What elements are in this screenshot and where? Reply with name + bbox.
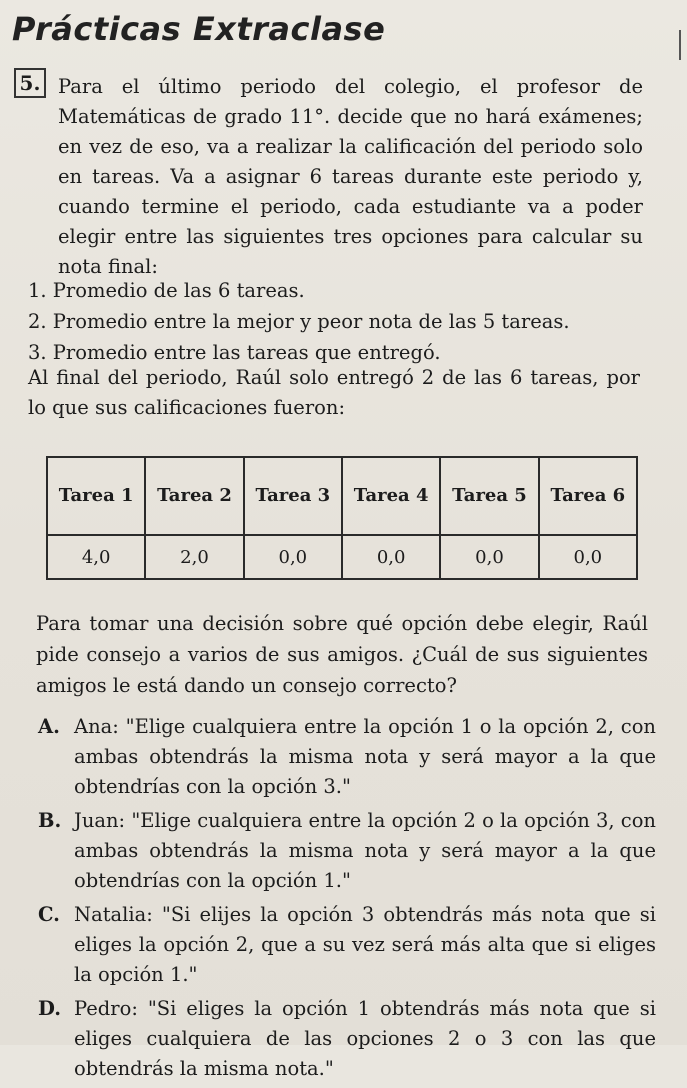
table-cell: 4,0 xyxy=(47,535,145,579)
answer-text: Ana: "Elige cualquiera entre la opción 1 o la opción 2, con ambas obtendrás la misma nota y será mayor a la que obtendrías con la opción 3." xyxy=(74,715,656,798)
answer-choice-a[interactable] xyxy=(36,712,656,802)
table-cell: 0,0 xyxy=(440,535,538,579)
table-header-cell: Tarea 5 xyxy=(440,457,538,535)
answer-text: Juan: "Elige cualquiera entre la opción 2 o la opción 3, con ambas obtendrás la misma nota y será mayor a la que obtendrías con la opción 1." xyxy=(74,809,656,892)
grading-option: 3. Promedio entre las tareas que entregó. xyxy=(28,341,441,364)
table-row xyxy=(47,535,637,579)
grading-option: 1. Promedio de las 6 tareas. xyxy=(28,279,305,302)
answer-letter: C. xyxy=(38,903,60,926)
table-header-row xyxy=(47,457,637,535)
table-cell: 0,0 xyxy=(342,535,440,579)
question-intro: Para el último periodo del colegio, el profesor de Matemáticas de grado 11°. decide que no hará exámenes; en vez de eso, va a realizar la calificación del periodo solo en tareas. Va a asignar 6 tareas durante este periodo y, cuando termine el periodo, cada estudiante va a poder elegir entre las siguientes tres opciones para calcular su nota final: xyxy=(58,75,643,278)
answer-text: Natalia: "Si elijes la opción 3 obtendrás más nota que si eliges la opción 2, que a su vez será más alta que si eliges la opción 1." xyxy=(74,903,656,986)
answer-letter: A. xyxy=(38,715,60,738)
answer-letter: B. xyxy=(38,809,62,832)
table-cell: 0,0 xyxy=(244,535,342,579)
question-prompt: Para tomar una decisión sobre qué opción debe elegir, Raúl pide consejo a varios de sus amigos. ¿Cuál de sus siguientes amigos le está dando un consejo correcto? xyxy=(36,612,648,697)
answer-text: Pedro: "Si eliges la opción 1 obtendrás más nota que si eliges cualquiera de las opciones 2 o 3 con las que obtendrás la misma nota." xyxy=(74,997,656,1080)
answer-choice-b[interactable] xyxy=(36,806,656,896)
result-statement: Al final del periodo, Raúl solo entregó 2 de las 6 tareas, por lo que sus calificaciones fueron: xyxy=(28,366,640,419)
grades-table xyxy=(46,456,638,580)
answer-letter: D. xyxy=(38,997,62,1020)
table-cell: 2,0 xyxy=(145,535,243,579)
table-header-cell: Tarea 2 xyxy=(145,457,243,535)
question-number: 5. xyxy=(14,68,46,98)
page-title: Prácticas Extraclase xyxy=(12,10,386,48)
answer-choice-d[interactable] xyxy=(36,994,656,1084)
answer-choice-c[interactable] xyxy=(36,900,656,990)
table-header-cell: Tarea 4 xyxy=(342,457,440,535)
grading-option: 2. Promedio entre la mejor y peor nota de las 5 tareas. xyxy=(28,310,570,333)
table-header-cell: Tarea 1 xyxy=(47,457,145,535)
answer-choices xyxy=(36,712,656,1088)
page-edge-mark xyxy=(679,30,687,60)
table-header-cell: Tarea 6 xyxy=(539,457,637,535)
table-header-cell: Tarea 3 xyxy=(244,457,342,535)
table-cell: 0,0 xyxy=(539,535,637,579)
grading-options-list xyxy=(28,275,638,368)
